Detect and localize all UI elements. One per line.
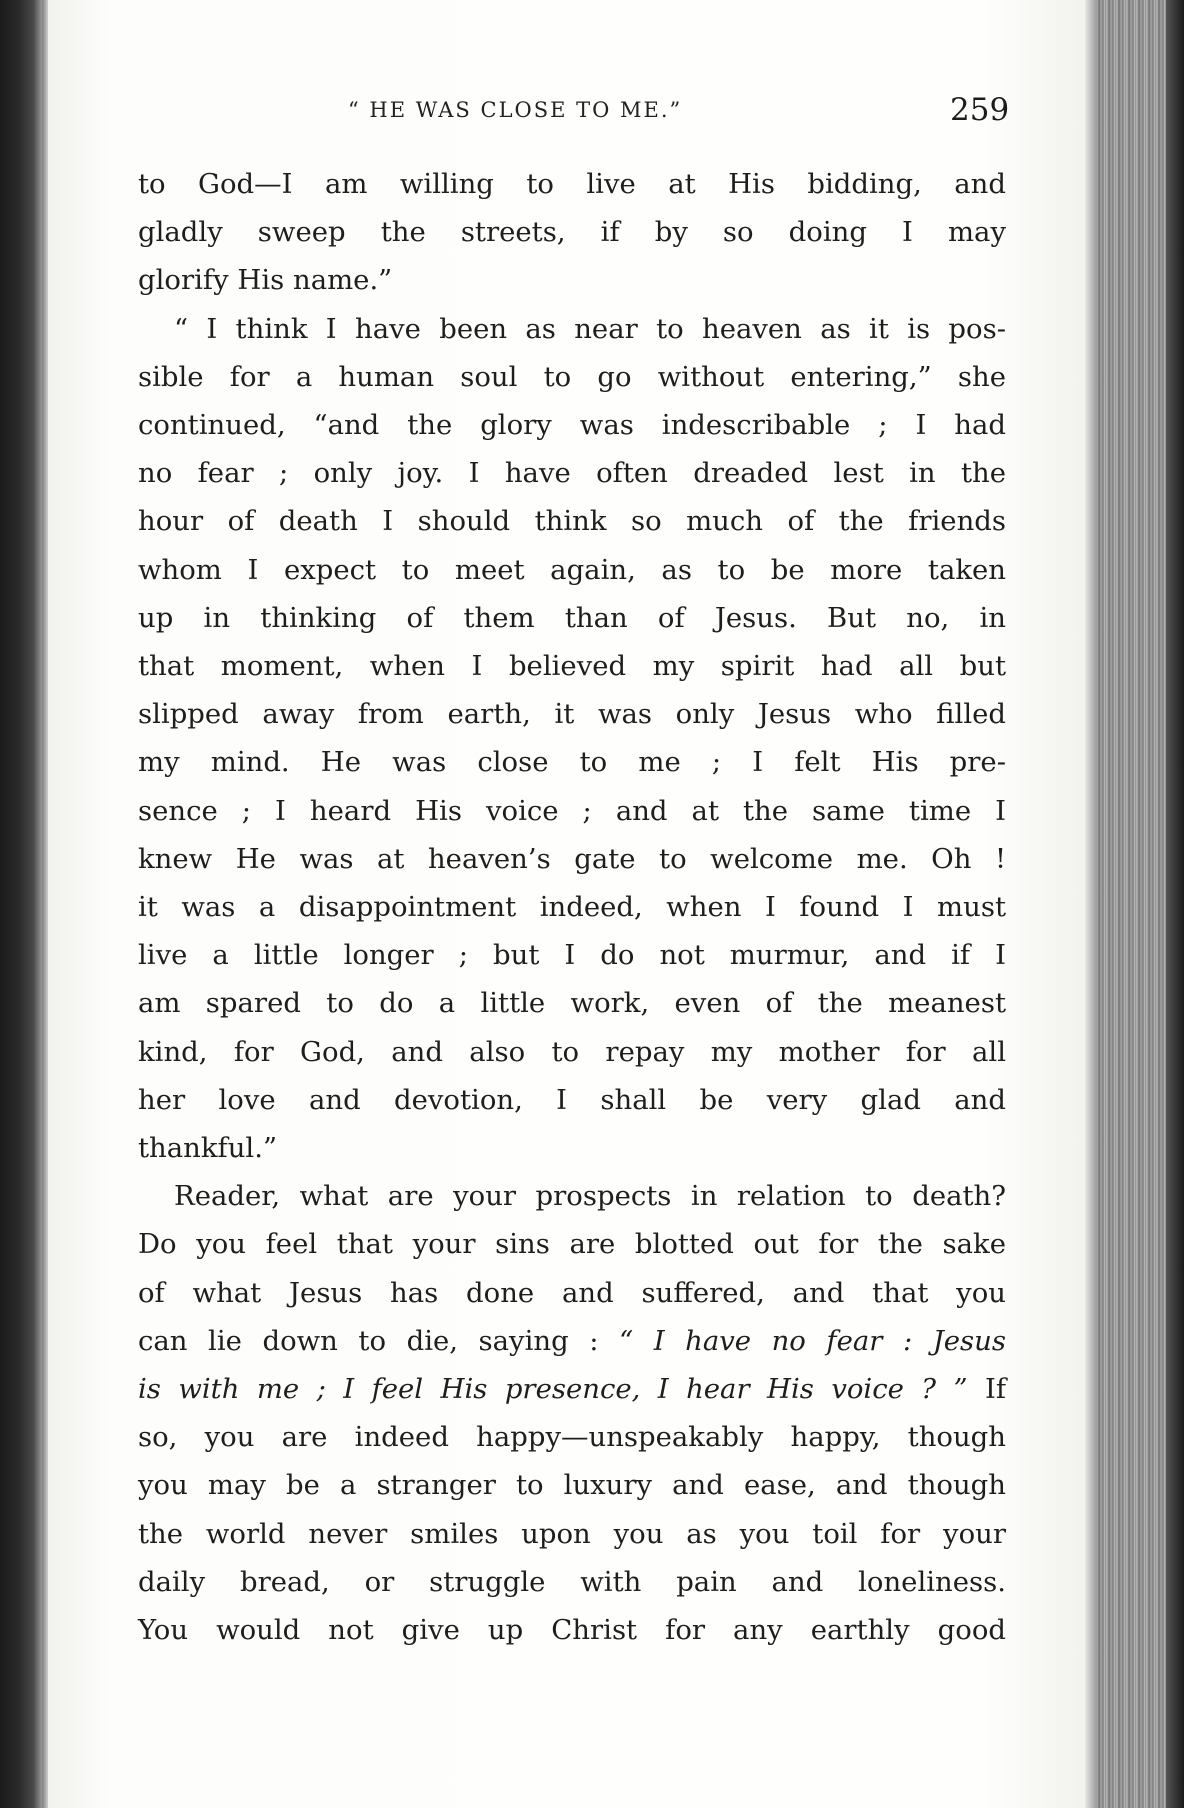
- text-line: continued, “and the glory was indescribable ; I had: [138, 409, 1006, 442]
- text-fragment: If: [984, 1373, 1006, 1406]
- gutter-shadow: [0, 0, 48, 1808]
- text-line: knew He was at heaven’s gate to welcome me. Oh !: [138, 842, 1006, 875]
- text-line: hour of death I should think so much of the friends: [138, 505, 1006, 538]
- text-line: [138, 1365, 1006, 1413]
- running-header: “ HE WAS CLOSE TO ME.”: [348, 98, 683, 122]
- text-line: live a little longer ; but I do not murmur, and if I: [138, 939, 1006, 972]
- text-line: gladly sweep the streets, if by so doing I may: [138, 216, 1006, 249]
- text-line: the world never smiles upon you as you toil for your: [138, 1517, 1006, 1550]
- italic-quote: is with me ; I feel His presence, I hear His voice ? ”: [138, 1373, 968, 1406]
- text-line: her love and devotion, I shall be very glad and: [138, 1083, 1006, 1116]
- text-line: kind, for God, and also to repay my mother for all: [138, 1035, 1006, 1068]
- body-text: [138, 160, 1006, 1654]
- text-line: my mind. He was close to me ; I felt His pre-: [138, 746, 1006, 779]
- text-line: sence ; I heard His voice ; and at the same time I: [138, 794, 1006, 827]
- text-line: Reader, what are your prospects in relation to death?: [174, 1180, 1006, 1213]
- text-line: You would not give up Christ for any earthly good: [138, 1614, 1006, 1647]
- paragraph-2: [138, 305, 1006, 1173]
- text-line: to God—I am willing to live at His bidding, and: [138, 168, 1006, 200]
- text-line: [138, 1317, 1006, 1365]
- paragraph-1: [138, 160, 1006, 305]
- text-line: you may be a stranger to luxury and ease, and though: [138, 1469, 1006, 1502]
- text-line: that moment, when I believed my spirit had all but: [138, 650, 1006, 683]
- text-line: of what Jesus has done and suffered, and that you: [138, 1276, 1006, 1309]
- text-line: am spared to do a little work, even of the meanest: [138, 987, 1006, 1020]
- text-line: thankful.”: [138, 1132, 278, 1165]
- italic-quote: “ I have no fear : Jesus: [619, 1324, 1006, 1357]
- text-line: whom I expect to meet again, as to be more taken: [138, 553, 1006, 586]
- text-line: sible for a human soul to go without entering,” she: [138, 360, 1006, 393]
- text-line: it was a disappointment indeed, when I found I must: [138, 891, 1006, 924]
- text-line: so, you are indeed happy—unspeakably happy, though: [138, 1421, 1006, 1454]
- page: [48, 0, 1085, 1808]
- paragraph-3: [138, 1172, 1006, 1654]
- text-line: “ I think I have been as near to heaven as it is pos-: [174, 312, 1006, 345]
- text-line: daily bread, or struggle with pain and loneliness.: [138, 1565, 1006, 1598]
- text-line: up in thinking of them than of Jesus. But no, in: [138, 601, 1006, 634]
- text-line: slipped away from earth, it was only Jesus who filled: [138, 698, 1006, 731]
- page-number: 259: [950, 92, 1010, 128]
- book-page-edges: [1085, 0, 1184, 1808]
- text-line: no fear ; only joy. I have often dreaded lest in the: [138, 457, 1006, 490]
- text-line: glorify His name.”: [138, 264, 393, 297]
- text-line: Do you feel that your sins are blotted out for the sake: [138, 1228, 1006, 1261]
- text-fragment: can lie down to die, saying :: [138, 1324, 599, 1357]
